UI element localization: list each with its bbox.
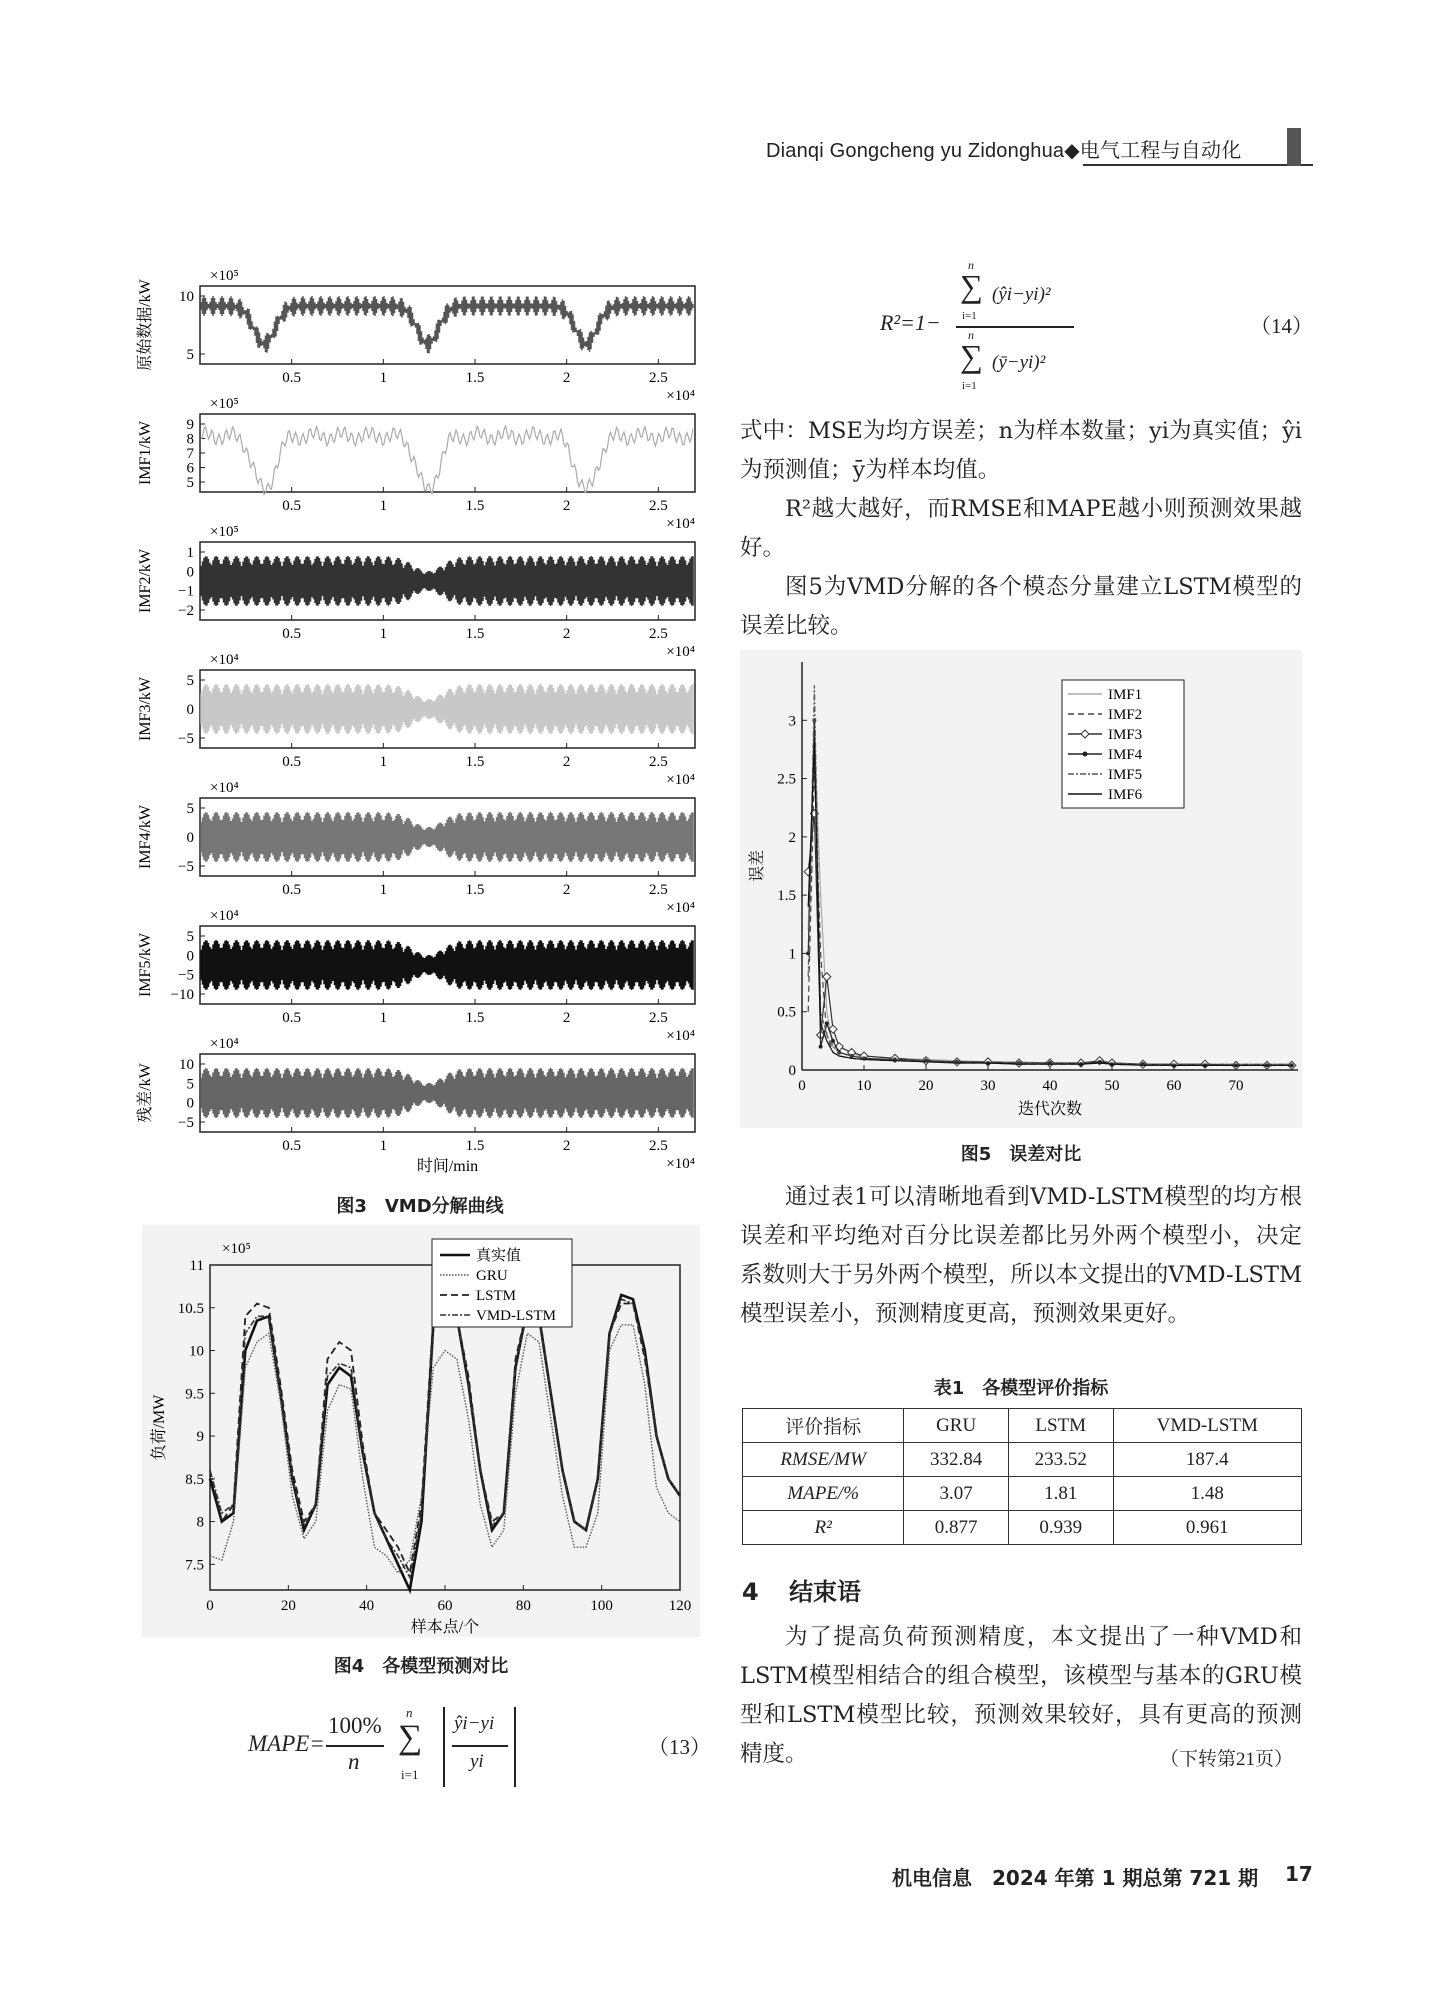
x-multiplier: ×10⁴ — [666, 644, 695, 660]
eq13-abs-right — [514, 1707, 516, 1787]
y-tick-label: 9 — [186, 417, 194, 433]
y-tick-label: 1.5 — [777, 888, 796, 905]
running-header: Dianqi Gongcheng yu Zidonghua◆电气工程与自动化 — [766, 140, 1242, 162]
legend-label: LSTM — [476, 1288, 517, 1304]
fig4-multiplier: ×10⁵ — [222, 1241, 251, 1257]
x-tick-label: 1.5 — [465, 1010, 485, 1026]
y-tick-label: 0 — [186, 948, 194, 965]
panel-ylabel: IMF3/kW — [137, 677, 154, 741]
x-tick-label: 1.5 — [465, 754, 485, 770]
panel-multiplier: ×10⁴ — [210, 780, 239, 796]
fig4-chart — [142, 1225, 700, 1637]
y-tick-label: 0 — [186, 830, 194, 846]
fig3-panel — [137, 652, 695, 788]
eq13-frac-bar2 — [452, 1745, 508, 1747]
paragraph-r2: R²越大越好，而RMSE和MAPE越小则预测效果越好。 — [740, 496, 1302, 561]
eq14-den-sum-bot: i=1 — [962, 380, 977, 392]
table-cell: 0.961 — [1113, 1511, 1301, 1545]
paragraph-fig5-intro: 图5为VMD分解的各个模态分量建立LSTM模型的误差比较。 — [740, 574, 1302, 639]
table-cell: MAPE/% — [743, 1477, 904, 1511]
eq14-den-sum-top: n — [968, 328, 974, 342]
section-number: 4 — [742, 1578, 759, 1606]
fig5-chart — [740, 650, 1302, 1128]
x-multiplier: ×10⁴ — [666, 388, 695, 404]
data-point — [812, 718, 816, 722]
table-cell: 233.52 — [1008, 1443, 1113, 1477]
x-tick-label: 0.5 — [282, 882, 302, 898]
x-tick-label: 0.5 — [282, 498, 302, 514]
eq13-sum-top: n — [406, 1705, 413, 1720]
y-tick-label: 0 — [186, 1095, 194, 1112]
table-header-cell: 评价指标 — [743, 1409, 904, 1443]
series-line-IMF6 — [808, 744, 1292, 1066]
figure-3 — [130, 258, 710, 1178]
series-line-IMF3 — [808, 814, 1292, 1066]
table-header-row — [743, 1409, 1302, 1443]
fig5-ylabel: 误差 — [749, 849, 766, 883]
eq14-num-expr: (ŷi−yi)² — [992, 284, 1051, 305]
x-tick-label: 0.5 — [282, 370, 302, 386]
fig3-caption: 图3 VMD分解曲线 — [336, 1196, 504, 1217]
x-multiplier: ×10⁴ — [666, 516, 695, 532]
data-point — [819, 1045, 823, 1049]
panel-ylabel: IMF1/kW — [137, 421, 154, 485]
table-cell: 1.81 — [1008, 1477, 1113, 1511]
data-point — [823, 973, 831, 981]
eq14-number: （14） — [1250, 314, 1313, 338]
data-point — [825, 1021, 829, 1025]
panel-multiplier: ×10⁵ — [210, 524, 239, 540]
x-tick-label: 100 — [590, 1598, 613, 1614]
series-line-IMF5 — [808, 685, 1292, 1064]
fig3-xlabel: 时间/min — [416, 1158, 479, 1175]
table-header-cell: VMD-LSTM — [1113, 1409, 1301, 1443]
y-tick-label: 1 — [788, 946, 796, 963]
fig3-panel — [137, 396, 695, 532]
eq13-num: 100% — [328, 1713, 382, 1738]
legend-label: IMF4 — [1108, 747, 1143, 763]
x-multiplier: ×10⁴ — [666, 1028, 695, 1044]
fig5-xlabel: 迭代次数 — [1017, 1101, 1083, 1118]
panel-multiplier: ×10⁴ — [210, 1036, 239, 1052]
y-tick-label: 7.5 — [185, 1557, 204, 1574]
y-tick-label: 10 — [179, 1057, 194, 1073]
x-tick-label: 2 — [562, 1138, 571, 1154]
x-tick-label: 2 — [562, 370, 571, 386]
x-tick-label: 2.5 — [648, 626, 668, 642]
x-tick-label: 1.5 — [465, 370, 485, 386]
footer-journal: 机电信息 2024 年第 1 期总第 721 期 — [892, 1866, 1259, 1890]
panel-ylabel: IMF2/kW — [137, 549, 154, 613]
eq13-lhs: MAPE= — [248, 1731, 325, 1756]
legend-marker — [1083, 752, 1088, 757]
x-tick-label: 2.5 — [648, 882, 668, 898]
x-tick-label: 1 — [379, 882, 388, 898]
paragraph-symbols: 式中：MSE为均方误差；n为样本数量；yi为真实值；ŷi为预测值；ȳ为样本均值。 — [740, 418, 1302, 483]
eq13-sum-sign: ∑ — [398, 1719, 423, 1756]
x-multiplier: ×10⁴ — [666, 772, 695, 788]
y-tick-label: 9.5 — [185, 1386, 204, 1403]
x-tick-label: 40 — [1042, 1078, 1058, 1094]
y-tick-label: 5 — [186, 347, 194, 363]
eq13-number: （13） — [648, 1735, 711, 1759]
eq14-den-expr: (ȳ−yi)² — [992, 352, 1046, 373]
section-title: 结束语 — [789, 1578, 862, 1606]
fig3-panel — [137, 524, 695, 660]
x-tick-label: 70 — [1228, 1078, 1244, 1094]
y-tick-label: 2 — [788, 829, 796, 846]
y-tick-label: −10 — [170, 987, 194, 1003]
table-cell: 0.939 — [1008, 1511, 1113, 1545]
table-header-cell: LSTM — [1008, 1409, 1113, 1443]
table-1 — [742, 1408, 1302, 1545]
table-cell: 332.84 — [904, 1443, 1009, 1477]
paragraph-table-discussion: 通过表1可以清晰地看到VMD-LSTM模型的均方根误差和平均绝对百分比误差都比另外两个模型小，决定系数则大于另外两个模型，所以本文提出的VMD-LSTM模型误差小，预测精度更高，预测效果更好。 — [740, 1184, 1302, 1327]
eq13-den: n — [348, 1749, 360, 1774]
x-tick-label: 2.5 — [648, 1010, 668, 1026]
fig4-ylabel: 负荷/MW — [151, 1394, 168, 1461]
y-tick-label: 0 — [788, 1063, 796, 1079]
x-tick-label: 1.5 — [465, 626, 485, 642]
series-line-IMF1 — [808, 732, 1292, 1064]
y-tick-label: 5 — [186, 1076, 194, 1093]
panel-ylabel: IMF4/kW — [137, 805, 154, 869]
header-bar — [1287, 128, 1301, 166]
paragraph-conclusion: 为了提高负荷预测精度，本文提出了一种VMD和LSTM模型相结合的组合模型，该模型与基本的GRU模型和LSTM模型比较，预测效果较好，具有更高的预测精度。 — [740, 1624, 1302, 1767]
x-multiplier: ×10⁴ — [666, 900, 695, 916]
header-rule — [1083, 164, 1313, 166]
x-tick-label: 2.5 — [648, 754, 668, 770]
eq14-num-sum-bot: i=1 — [962, 310, 977, 322]
fig3-panel — [137, 780, 695, 916]
legend-label: 真实值 — [476, 1248, 522, 1264]
fig3-panel — [136, 1036, 695, 1172]
y-tick-label: 1 — [186, 545, 194, 561]
series-line-VMD-LSTM — [210, 1299, 680, 1577]
legend-label: IMF6 — [1108, 787, 1143, 803]
y-tick-label: 5 — [186, 475, 194, 491]
y-tick-label: 5 — [186, 801, 194, 817]
eq13-abs-left — [443, 1707, 445, 1787]
x-tick-label: 20 — [280, 1598, 296, 1614]
x-tick-label: 1 — [379, 498, 388, 514]
series-line-IMF2 — [808, 767, 1292, 1065]
table-cell: R² — [743, 1511, 904, 1545]
y-tick-label: 8 — [186, 431, 194, 448]
x-tick-label: 20 — [918, 1078, 934, 1094]
page-number: 17 — [1285, 1862, 1313, 1886]
x-multiplier: ×10⁴ — [666, 1156, 695, 1172]
panel-frame — [200, 414, 695, 492]
y-tick-label: 0 — [186, 702, 194, 718]
table-row — [743, 1477, 1302, 1511]
x-tick-label: 2 — [562, 498, 571, 514]
data-point — [831, 1039, 835, 1043]
panel-multiplier: ×10⁵ — [210, 396, 239, 412]
y-tick-label: 10.5 — [177, 1300, 204, 1317]
y-tick-label: 5 — [186, 929, 194, 945]
eq14-num-sum-top: n — [968, 258, 974, 272]
table-cell: 1.48 — [1113, 1477, 1301, 1511]
table-cell: 187.4 — [1113, 1443, 1301, 1477]
panel-ylabel: 原始数据/kW — [137, 279, 154, 371]
figure-4 — [142, 1225, 700, 1637]
y-tick-label: −2 — [178, 603, 194, 619]
y-tick-label: −5 — [178, 731, 194, 747]
fig5-caption: 图5 误差对比 — [960, 1144, 1082, 1165]
equation-13 — [248, 1705, 711, 1795]
x-tick-label: 0 — [206, 1598, 214, 1614]
table-header-cell: GRU — [904, 1409, 1009, 1443]
legend-label: VMD-LSTM — [476, 1308, 557, 1324]
legend-label: IMF5 — [1108, 767, 1143, 783]
x-tick-label: 80 — [515, 1598, 531, 1614]
y-tick-label: 3 — [788, 713, 796, 730]
y-tick-label: −1 — [178, 583, 194, 600]
panel-ylabel: IMF5/kW — [137, 933, 154, 997]
fig4-caption: 图4 各模型预测对比 — [333, 1656, 509, 1677]
eq14-num-sum-sign: ∑ — [960, 268, 983, 304]
y-tick-label: 6 — [186, 460, 194, 477]
x-tick-label: 1 — [379, 1138, 388, 1154]
eq14-den-sum-sign: ∑ — [960, 338, 983, 374]
fig4-xlabel: 样本点/个 — [410, 1619, 480, 1636]
fig3-panel — [136, 268, 695, 404]
eq14-lhs: R²=1− — [880, 310, 941, 335]
section-heading — [742, 1572, 861, 1607]
x-tick-label: 2 — [562, 1010, 571, 1026]
x-tick-label: 120 — [668, 1598, 692, 1614]
y-tick-label: 8.5 — [185, 1471, 204, 1488]
y-tick-label: −5 — [178, 1115, 194, 1131]
table-row — [743, 1511, 1302, 1545]
y-tick-label: 0.5 — [777, 1004, 796, 1021]
x-tick-label: 30 — [980, 1078, 996, 1094]
y-tick-label: −5 — [178, 859, 194, 875]
table-cell: RMSE/MW — [743, 1443, 904, 1477]
x-tick-label: 0 — [798, 1078, 806, 1094]
series-line-GRU — [210, 1325, 680, 1573]
eq13-frac-den: yi — [470, 1751, 484, 1772]
eq13-frac-bar — [326, 1745, 384, 1747]
legend-label: IMF1 — [1108, 687, 1143, 703]
x-tick-label: 60 — [437, 1598, 453, 1614]
x-tick-label: 2.5 — [648, 370, 668, 386]
fig3-panel — [137, 908, 695, 1044]
x-tick-label: 1 — [379, 754, 388, 770]
eq13-sum-bot: i=1 — [401, 1767, 419, 1782]
fig3-panels — [130, 258, 710, 1178]
right-text-block-2 — [740, 1178, 1302, 1334]
x-tick-label: 2.5 — [648, 1138, 668, 1154]
x-tick-label: 10 — [856, 1078, 872, 1094]
y-tick-label: 0 — [186, 564, 194, 581]
x-tick-label: 0.5 — [282, 1010, 302, 1026]
figure-5 — [740, 650, 1302, 1128]
table-row — [743, 1443, 1302, 1477]
x-tick-label: 60 — [1166, 1078, 1182, 1094]
y-tick-label: 9 — [196, 1429, 204, 1446]
x-tick-label: 2 — [562, 882, 571, 898]
y-tick-label: 10 — [179, 289, 194, 305]
x-tick-label: 1 — [379, 370, 388, 386]
panel-multiplier: ×10⁵ — [210, 268, 239, 284]
y-tick-label: 11 — [189, 1258, 204, 1274]
y-tick-label: 10 — [189, 1343, 204, 1360]
table-cell: 0.877 — [904, 1511, 1009, 1545]
continued-note: （下转第21页） — [1160, 1749, 1294, 1770]
y-tick-label: 8 — [196, 1514, 204, 1531]
legend-label: IMF3 — [1108, 727, 1143, 743]
eq13-frac-num: ŷi−yi — [454, 1713, 495, 1734]
y-tick-label: 7 — [186, 446, 194, 462]
panel-ylabel: 残差/kW — [137, 1063, 154, 1123]
table-cell: 3.07 — [904, 1477, 1009, 1511]
x-tick-label: 1.5 — [465, 882, 485, 898]
x-tick-label: 50 — [1104, 1078, 1120, 1094]
legend-label: IMF2 — [1108, 707, 1143, 723]
y-tick-label: −5 — [178, 967, 194, 984]
panel-multiplier: ×10⁴ — [210, 908, 239, 924]
x-tick-label: 1.5 — [465, 498, 485, 514]
series-line-IMF4 — [808, 720, 1292, 1065]
legend-label: GRU — [476, 1268, 508, 1284]
table1-title: 表1 各模型评价指标 — [933, 1378, 1109, 1399]
x-tick-label: 1 — [379, 626, 388, 642]
x-tick-label: 0.5 — [282, 1138, 302, 1154]
equation-14 — [880, 258, 1320, 392]
x-tick-label: 1 — [379, 1010, 388, 1026]
panel-multiplier: ×10⁴ — [210, 652, 239, 668]
x-tick-label: 0.5 — [282, 626, 302, 642]
y-tick-label: 5 — [186, 673, 194, 689]
x-tick-label: 2.5 — [648, 498, 668, 514]
x-tick-label: 2 — [562, 754, 571, 770]
x-tick-label: 2 — [562, 626, 571, 642]
right-text-block-1 — [740, 412, 1302, 646]
y-tick-label: 2.5 — [777, 771, 796, 788]
x-tick-label: 1.5 — [465, 1138, 485, 1154]
x-tick-label: 0.5 — [282, 754, 302, 770]
x-tick-label: 40 — [359, 1598, 375, 1614]
